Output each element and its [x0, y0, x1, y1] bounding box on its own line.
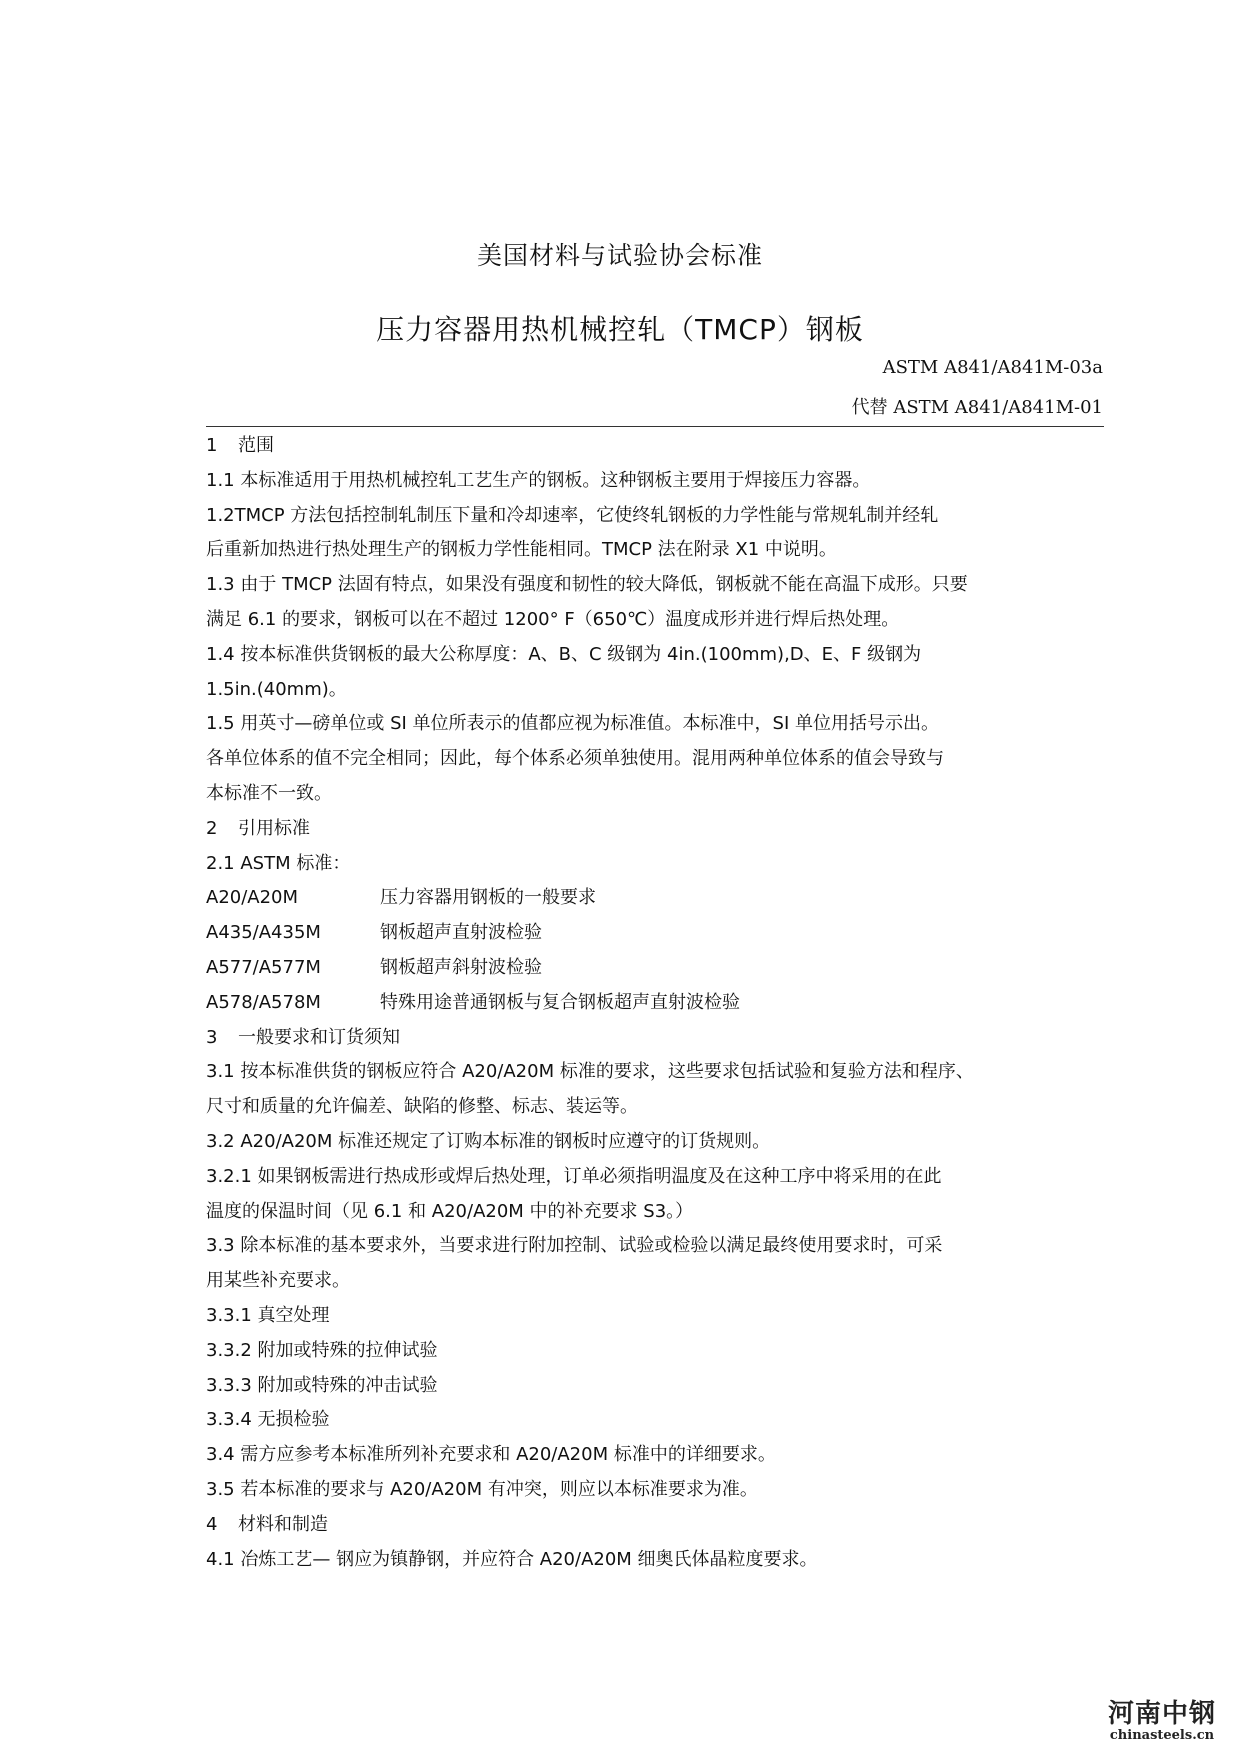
header-divider	[206, 426, 1104, 427]
section-number: 2	[206, 817, 218, 839]
paragraph-3-1-line-1: 3.1 按本标准供货的钢板应符合 A20/A20M 标准的要求，这些要求包括试验和复验方法和程序、	[206, 1061, 974, 1083]
section-number: 4	[206, 1513, 218, 1535]
section-title: 范围	[238, 435, 274, 456]
paragraph-3-3-1: 3.3.1 真空处理	[206, 1304, 330, 1326]
paragraph-3-2-1-line-1: 3.2.1 如果钢板需进行热成形或焊后热处理，订单必须指明温度及在这种工序中将采用的在此	[206, 1165, 942, 1187]
paragraph-3-3-2: 3.3.2 附加或特殊的拉伸试验	[206, 1339, 438, 1361]
reference-title: 钢板超声斜射波检验	[380, 956, 542, 978]
section-title: 引用标准	[238, 817, 310, 839]
paragraph-1-5-line-2: 各单位体系的值不完全相同；因此，每个体系必须单独使用。混用两种单位体系的值会导致与	[206, 748, 944, 770]
document-body	[206, 429, 1096, 1577]
reference-row	[206, 916, 1096, 951]
paragraph-3-3-3: 3.3.3 附加或特殊的冲击试验	[206, 1374, 438, 1396]
section-title: 一般要求和订货须知	[238, 1026, 400, 1048]
paragraph-1-4-line-2: 1.5in.(40mm)。	[206, 678, 347, 700]
paragraph-2-1: 2.1 ASTM 标准：	[206, 852, 351, 874]
reference-title: 特殊用途普通钢板与复合钢板超声直射波检验	[380, 991, 740, 1013]
watermark-url: chinasteels.cn	[1109, 1728, 1215, 1743]
section-number: 1	[206, 435, 218, 456]
reference-code: A578/A578M	[206, 991, 321, 1013]
watermark-logo	[1084, 1700, 1240, 1744]
paragraph-3-3-line-1: 3.3 除本标准的基本要求外，当要求进行附加控制、试验或检验以满足最终使用要求时，可采	[206, 1235, 943, 1257]
paragraph-1-2-line-2: 后重新加热进行热处理生产的钢板力学性能相同。TMCP 法在附录 X1 中说明。	[206, 539, 837, 561]
reference-code: A577/A577M	[206, 956, 321, 978]
paragraph-1-4-line-1: 1.4 按本标准供货钢板的最大公称厚度：A、B、C 级钢为 4in.(100mm),D、E、F 级钢为	[206, 643, 922, 665]
reference-row	[206, 986, 1096, 1021]
paragraph-1-3-line-2: 满足 6.1 的要求，钢板可以在不超过 1200° F（650℃）温度成形并进行焊后热处理。	[206, 608, 900, 630]
section-number: 3	[206, 1026, 218, 1048]
paragraph-3-5: 3.5 若本标准的要求与 A20/A20M 有冲突，则应以本标准要求为准。	[206, 1478, 758, 1500]
organization-title: 美国材料与试验协会标准	[476, 241, 763, 270]
watermark-chinese: 河南中钢	[1107, 1699, 1216, 1729]
paragraph-3-1-line-2: 尺寸和质量的允许偏差、缺陷的修整、标志、装运等。	[206, 1096, 638, 1118]
replaces-standard: 代替 ASTM A841/A841M-01	[851, 397, 1103, 418]
paragraph-1-2-line-1: 1.2TMCP 方法包括控制轧制压下量和冷却速率，它使终轧钢板的力学性能与常规轧制并经轧	[206, 504, 939, 526]
reference-row	[206, 881, 1096, 916]
section-title: 材料和制造	[238, 1513, 328, 1535]
reference-title: 压力容器用钢板的一般要求	[380, 887, 596, 909]
paragraph-1-3-line-1: 1.3 由于 TMCP 法固有特点，如果没有强度和韧性的较大降低，钢板就不能在高温下成形。只要	[206, 574, 968, 596]
document-title: 压力容器用热机械控轧（TMCP）钢板	[376, 313, 864, 346]
section-heading-2	[206, 812, 1096, 847]
reference-title: 钢板超声直射波检验	[380, 922, 542, 944]
paragraph-1-5-line-3: 本标准不一致。	[206, 782, 332, 804]
paragraph-3-4: 3.4 需方应参考本标准所列补充要求和 A20/A20M 标准中的详细要求。	[206, 1444, 776, 1466]
paragraph-3-2-1-line-2: 温度的保温时间（见 6.1 和 A20/A20M 中的补充要求 S3。）	[206, 1200, 694, 1222]
reference-code: A20/A20M	[206, 887, 299, 909]
paragraph-3-3-line-2: 用某些补充要求。	[206, 1270, 350, 1292]
paragraph-3-2: 3.2 A20/A20M 标准还规定了订购本标准的钢板时应遵守的订货规则。	[206, 1130, 771, 1152]
section-heading-4	[206, 1508, 1096, 1543]
paragraph-1-5-line-1: 1.5 用英寸—磅单位或 SI 单位所表示的值都应视为标准值。本标准中，SI 单位用括号示出。	[206, 713, 939, 735]
paragraph-1-1: 1.1 本标准适用于用热机械控轧工艺生产的钢板。这种钢板主要用于焊接压力容器。	[206, 469, 871, 491]
paragraph-3-3-4: 3.3.4 无损检验	[206, 1409, 330, 1431]
reference-code: A435/A435M	[206, 922, 321, 944]
paragraph-4-1: 4.1 冶炼工艺— 钢应为镇静钢，并应符合 A20/A20M 细奥氏体晶粒度要求。	[206, 1548, 818, 1570]
section-heading-3	[206, 1021, 1096, 1056]
section-heading-1	[206, 429, 1096, 464]
standard-code: ASTM A841/A841M-03a	[882, 357, 1103, 378]
reference-row	[206, 951, 1096, 986]
